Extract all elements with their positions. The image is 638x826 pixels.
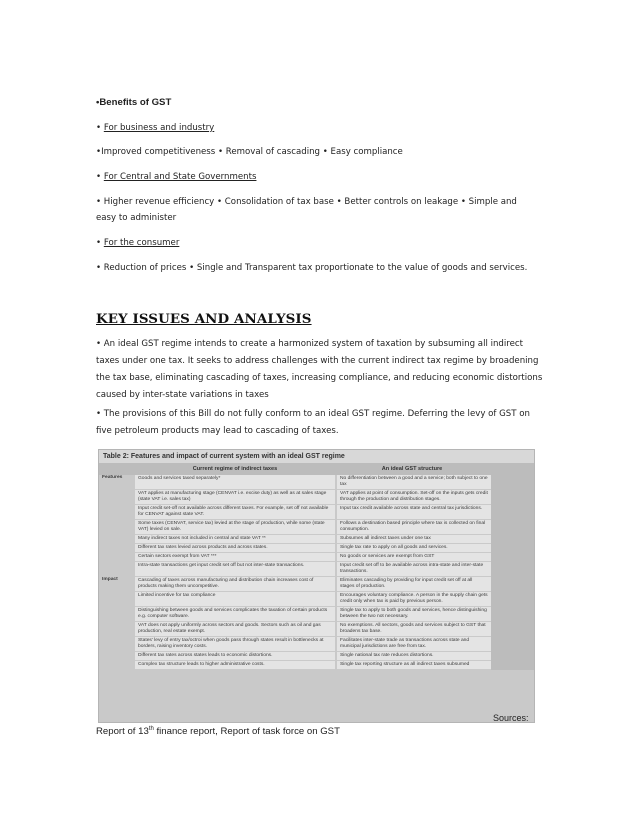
table-row [99,577,534,592]
business-heading-line [96,122,214,135]
consumer-heading: For the consumer [103,238,180,248]
analysis-paragraph-1 [96,336,546,404]
table-cell-current: VAT applies at manufacturing stage (CENVAT i.e. excise duty) as well as at sales stage (state VAT i.e. sales tax) [135,490,335,505]
table-cell-current: Goods and services taxed separately* [135,475,335,490]
table-header-blank [99,463,135,475]
analysis-paragraph-2-text: • The provisions of this Bill do not fully conform to an ideal GST regime. Deferring the levy of GST on five petroleum products may lead to cascading of taxes. [96,409,530,436]
table-row-group [99,520,135,535]
table-cell-margin [491,553,535,562]
table-cell-margin [491,607,535,622]
table-cell-current: Certain sectors exempt from VAT *** [135,553,335,562]
table-cell-current: Distinguishing between goods and services complicates the taxation of certain products e.g. computer software. [135,607,335,622]
table-row [99,592,534,607]
table-cell-current: Some taxes (CENVAT, service tax) levied at the stage of production, while some (state VAT) levied on sale. [135,520,335,535]
table-cell-margin [491,577,535,592]
table-row [99,622,534,637]
table-cell-current: States' levy of entry tax/octroi when goods pass through states result in bottlenecks at borders, raising inventory costs. [135,637,335,652]
table-cell-margin [491,505,535,520]
table-row-group [99,661,135,670]
government-items-line1: • Higher revenue efficiency • Consolidation of tax base • Better controls on leakage • Simple and [96,197,517,207]
comparison-table-image [98,449,535,723]
table-row-group [99,622,135,637]
table-row [99,607,534,622]
business-items: •Improved competitiveness • Removal of cascading • Easy compliance [96,147,403,157]
report-citation [96,726,340,737]
table-cell-ideal: Follows a destination based principle where tax is collected on final consumption. [337,520,491,535]
table-cell-ideal: Eliminates cascading by providing for input credit set off at all stages of production. [337,577,491,592]
table-cell-margin [491,562,535,577]
table-row [99,520,534,535]
table-body [99,475,534,670]
table-cell-current: Many indirect taxes not included in central and state VAT ** [135,535,335,544]
table-row [99,637,534,652]
table-row-group [99,544,135,553]
table-cell-ideal: Facilitates inter-state trade as transactions across state and municipal jurisdictions are free from tax. [337,637,491,652]
table-row-group [99,505,135,520]
table-row-group [99,562,135,577]
report-suffix: finance report, Report of task force on GST [153,726,340,738]
table-cell-current: VAT does not apply uniformly across sectors and goods. Sectors such as oil and gas production, real estate exempt. [135,622,335,637]
table-cell-ideal: Single tax to apply to both goods and services, hence distinguishing between the two not necessary. [337,607,491,622]
table-cell-margin [491,592,535,607]
business-heading: For business and industry [103,123,215,133]
table-cell-ideal: No goods or services are exempt from GST [337,553,491,562]
report-sup: th [148,726,154,732]
table-cell-ideal: No exemptions. All sectors, goods and services subject to GST that broadens tax base. [337,622,491,637]
table-row-group [99,637,135,652]
table-title: Table 2: Features and impact of current system with an ideal GST regime [99,450,534,463]
analysis-paragraph-1-text: • An ideal GST regime intends to create a harmonized system of taxation by subsuming all indirect taxes under one tax. It seeks to address challenges with the current indirect tax regime by broadening the tax base, eliminating cascading of taxes, increasing compliance, and reducing economic distortions caused by inter-state variations in taxes [96,339,543,400]
table-cell-current: Limited incentive for tax compliance [135,592,335,607]
table-cell-current: Input credit set-off not available across different taxes. For example, set off not available for CENVAT against state VAT. [135,505,335,520]
bullet: • [96,123,104,133]
table-row [99,553,534,562]
table-cell-margin [491,520,535,535]
table-cell-current: Intra-state transactions get input credit set off but not inter-state transactions. [135,562,335,577]
table-row-group [99,592,135,607]
table-cell-ideal: Input tax credit available across state and central tax jurisdictions. [337,505,491,520]
table-cell-current: Different tax rates across states leads to economic distortions. [135,652,335,661]
table-row-group: Impact [102,577,118,582]
table-header-margin [489,463,534,475]
table-cell-ideal: Single tax rate to apply on all goods and services. [337,544,491,553]
consumer-items: • Reduction of prices • Single and Transparent tax proportionate to the value of goods and services. [96,263,528,273]
table-row-group [99,553,135,562]
table-cell-ideal: VAT applies at point of consumption. Set-off on the inputs gets credit through the production and distribution stages. [337,490,491,505]
table-header-current: Current regime of indirect taxes [192,466,278,472]
table-row-group: Features [102,475,123,480]
table-row-group [99,490,135,505]
table-row [99,544,534,553]
table-row-group [99,607,135,622]
table-cell-ideal: Input credit set off to be available across intra-state and inter-state transactions. [337,562,491,577]
table-row [99,490,534,505]
table-cell-margin [491,637,535,652]
table-cell-ideal: Single tax reporting structure as all indirect taxes subsumed [337,661,491,670]
sources-label: Sources: [493,713,529,723]
consumer-heading-line [96,237,179,250]
table-row [99,475,534,490]
table-cell-ideal: Single national tax rate reduces distortions. [337,652,491,661]
table-cell-current: Complex tax structure leads to higher administrative costs. [135,661,335,670]
table-row [99,661,534,670]
table-cell-margin [491,661,535,670]
table-cell-margin [491,544,535,553]
table-cell-margin [491,475,535,490]
table-cell-margin [491,490,535,505]
table-cell-current: Cascading of taxes across manufacturing and distribution chain increases cost of products making them uncompetitive. [135,577,335,592]
table-row-group [99,652,135,661]
analysis-paragraph-2 [96,406,546,440]
table-row-group [99,535,135,544]
report-prefix: Report of 13 [96,726,149,738]
government-items-line2: easy to administer [96,213,177,223]
bullet: • [96,238,104,248]
table-row [99,562,534,577]
benefits-heading: •Benefits of GST [96,97,172,108]
table-row [99,505,534,520]
table-cell-ideal: Encourages voluntary compliance. A person in the supply chain gets credit only when tax is paid by previous person. [337,592,491,607]
table-cell-margin [491,652,535,661]
government-heading-line [96,171,256,184]
table-row [99,535,534,544]
table-header-ideal: An ideal GST structure [381,466,443,472]
table-cell-margin [491,622,535,637]
table-cell-current: Different tax rates levied across products and across states. [135,544,335,553]
analysis-heading: KEY ISSUES AND ANALYSIS [96,311,312,327]
table-cell-margin [491,535,535,544]
table-row [99,652,534,661]
bullet: • [96,172,104,182]
table-header [99,463,534,475]
table-cell-ideal: No differentiation between a good and a service; both subject to one tax [337,475,491,490]
table-cell-ideal: Subsumes all indirect taxes under one tax [337,535,491,544]
government-heading: For Central and State Governments [103,172,257,182]
